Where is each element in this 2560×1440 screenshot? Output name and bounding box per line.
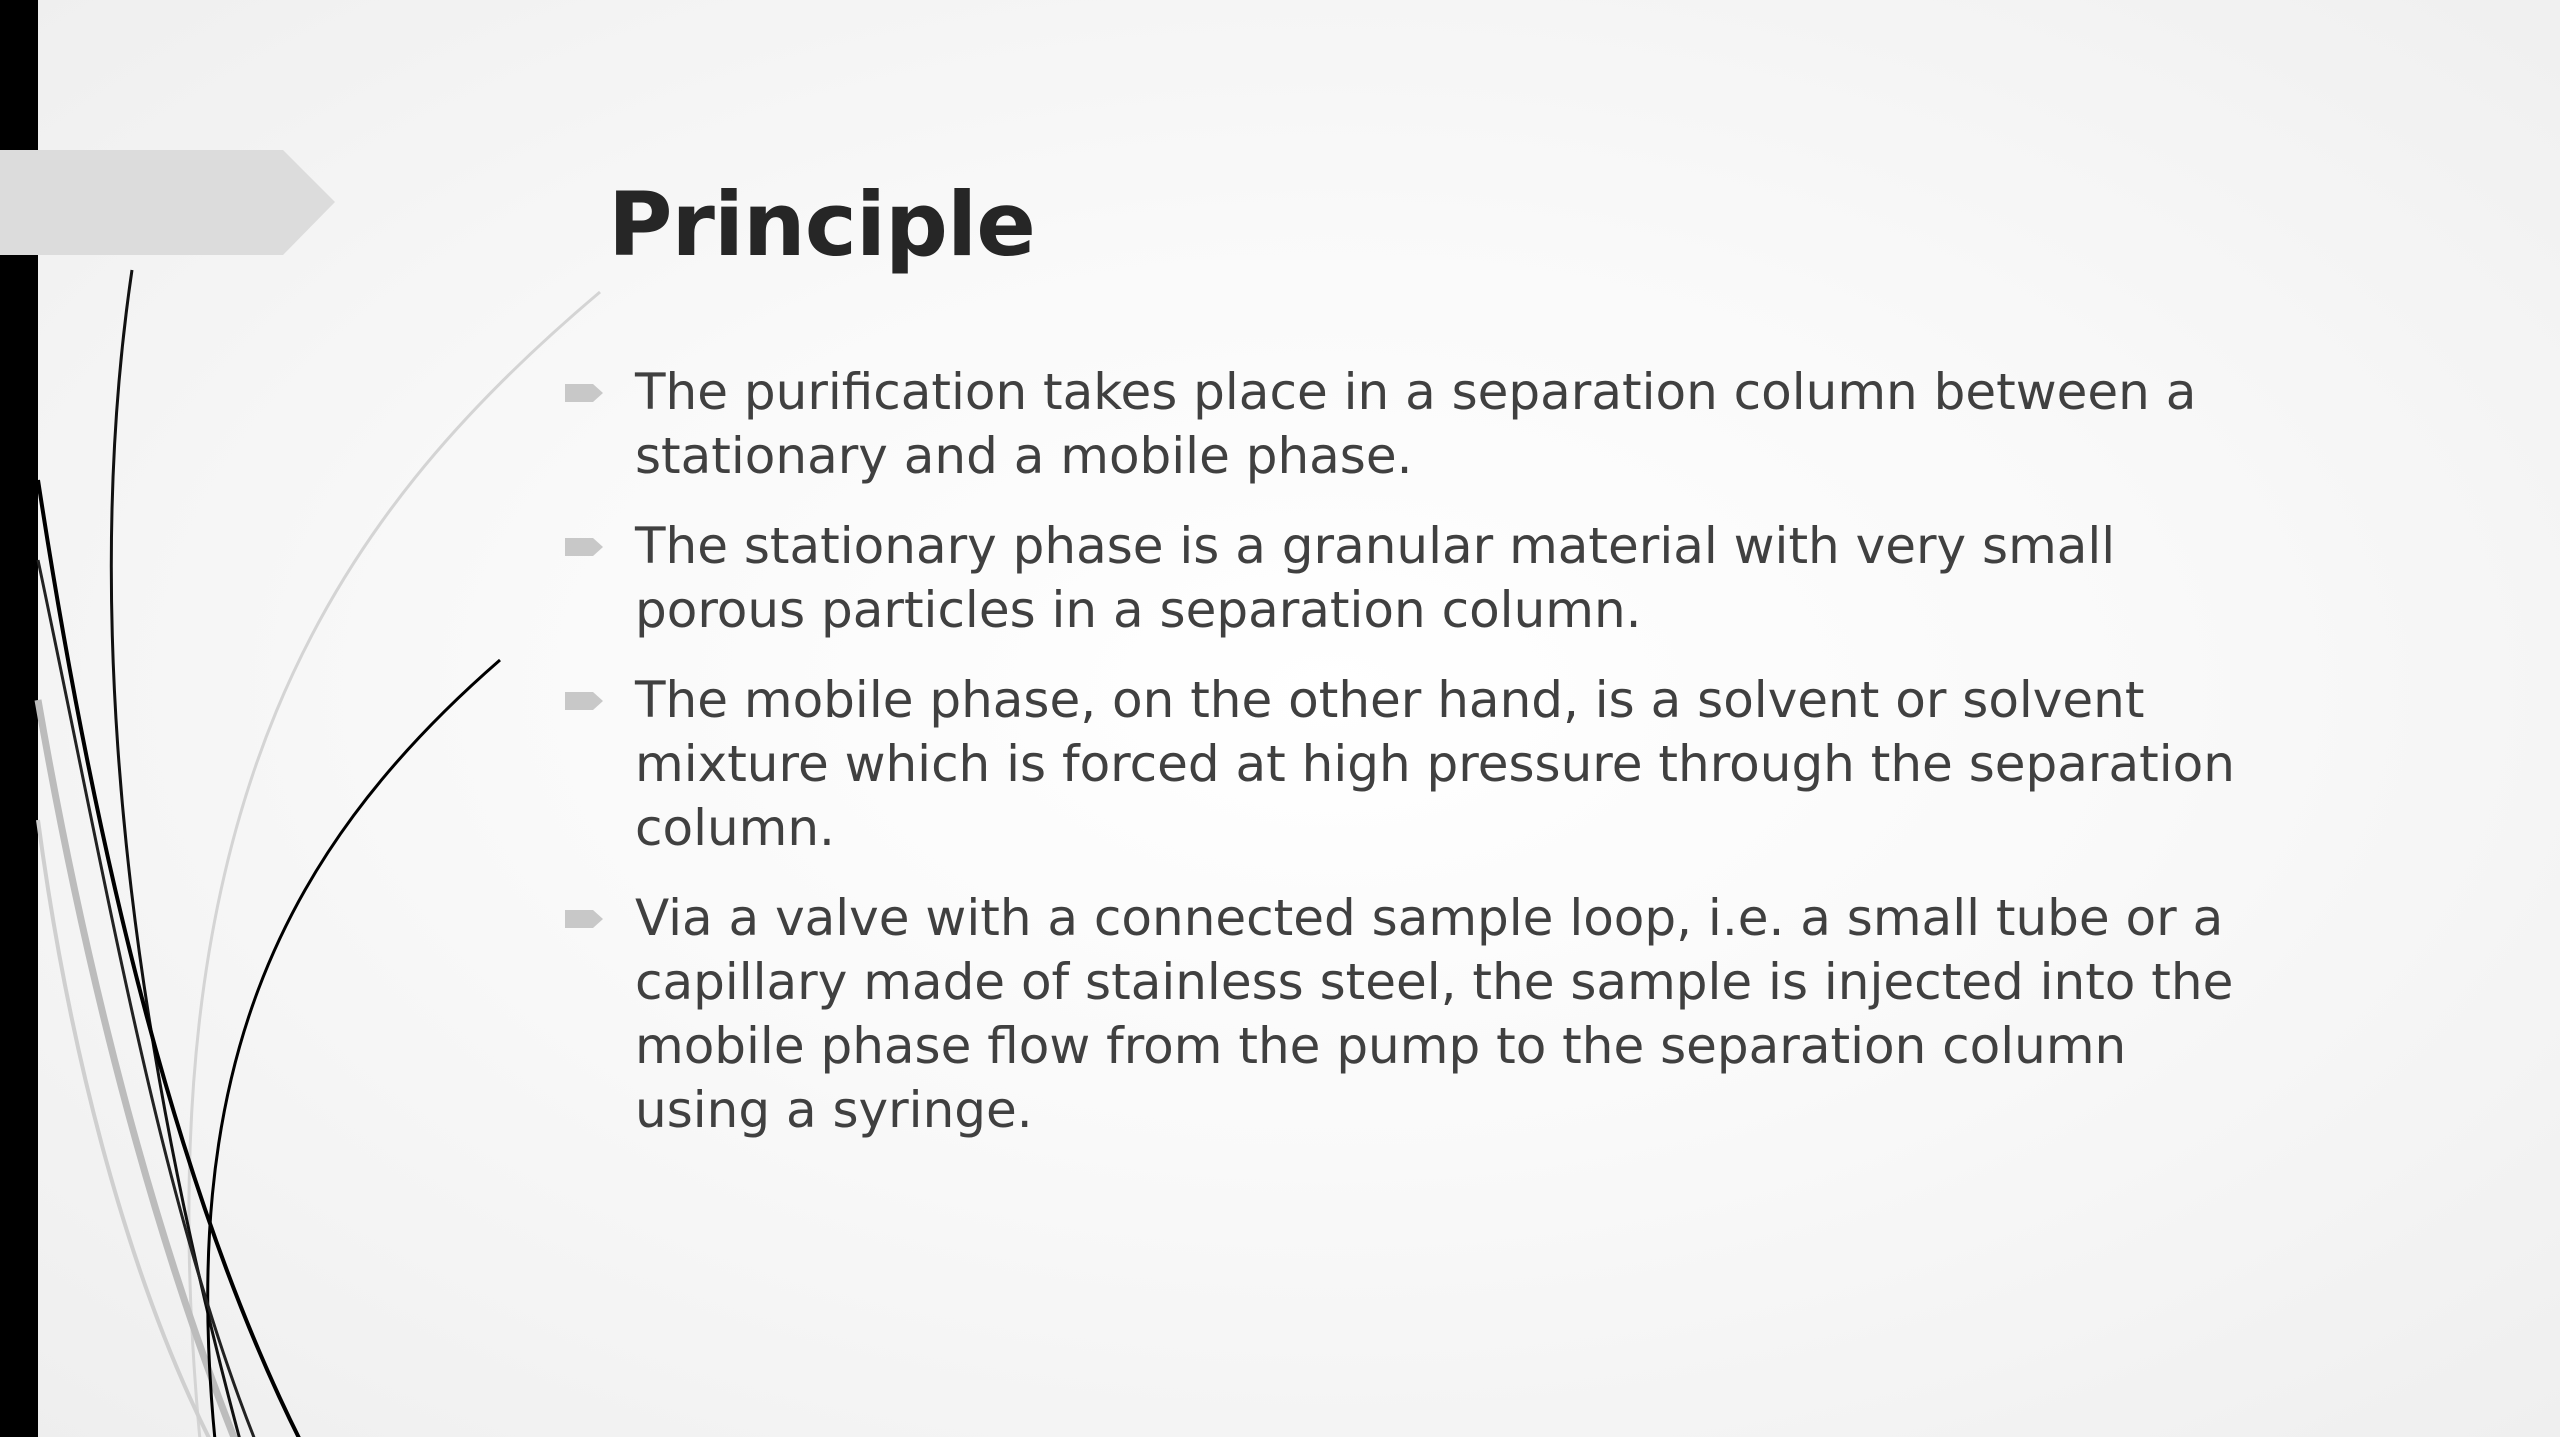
decor-curve-dark-2: [38, 480, 300, 1440]
decor-curve-light-2: [38, 700, 235, 1440]
arrow-bullet-icon: [565, 908, 605, 930]
bullet-text: Via a valve with a connected sample loop, i.e. a small tube or a capillary made of stainless steel, the sample is injected into the mobile phase flow from the pump to the separation column using a syringe.: [635, 889, 2234, 1139]
slide-title: Principle: [608, 173, 1035, 276]
bullet-item: [560, 514, 2260, 642]
bullet-item: [560, 886, 2260, 1142]
bullet-list: [560, 360, 2260, 1168]
bullet-item: [560, 360, 2260, 488]
bullet-item: [560, 668, 2260, 860]
arrow-bullet-icon: [565, 382, 605, 404]
title-tab-arrow: [0, 150, 335, 255]
bullet-text: The purification takes place in a separation column between a stationary and a mobile phase.: [635, 363, 2197, 485]
arrow-bullet-icon: [565, 536, 605, 558]
decor-curve-light-1: [189, 292, 600, 1440]
decor-curve-light-3: [38, 820, 210, 1440]
arrow-bullet-icon: [565, 690, 605, 712]
bullet-text: The stationary phase is a granular material with very small porous particles in a separation column.: [635, 517, 2116, 639]
bullet-text: The mobile phase, on the other hand, is a solvent or solvent mixture which is forced at high pressure through the separation column.: [635, 671, 2235, 857]
